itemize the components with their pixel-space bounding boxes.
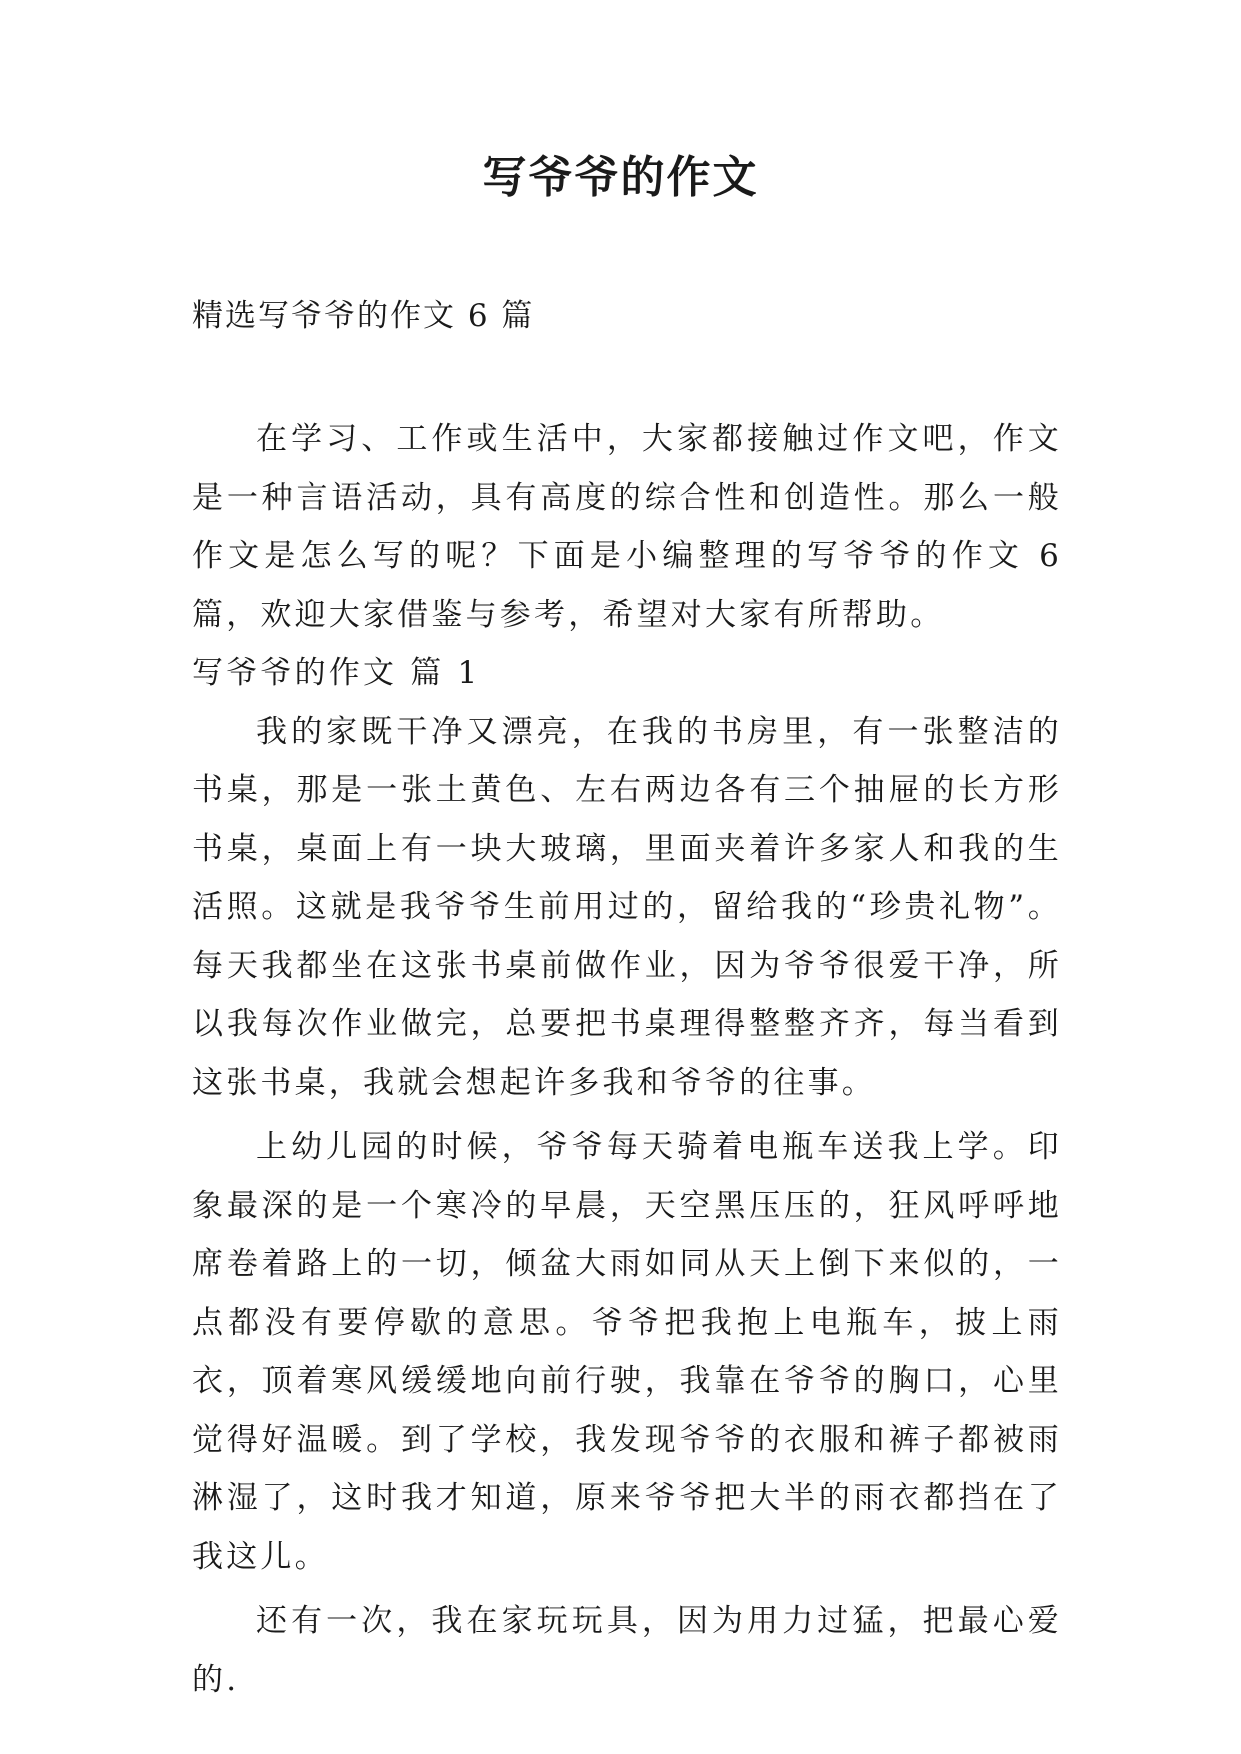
document-body (192, 410, 1062, 1709)
body-paragraph-1: 我的家既干净又漂亮，在我的书房里，有一张整洁的书桌，那是一张土黄色、左右两边各有三个抽屉的长方形书桌，桌面上有一块大玻璃，里面夹着许多家人和我的生活照。这就是我爷爷生前用过的，留给我的“珍贵礼物”。每天我都坐在这张书桌前做作业，因为爷爷很爱干净，所以我每次作业做完，总要把书桌理得整整齐齐，每当看到这张书桌，我就会想起许多我和爷爷的往事。 (192, 713, 1062, 1101)
document-subtitle: 精选写爷爷的作文 6 篇 (192, 298, 535, 334)
document-title: 写爷爷的作文 (482, 152, 759, 203)
section-heading: 写爷爷的作文 篇 1 (192, 655, 481, 691)
body-paragraph-3: 还有一次，我在家玩玩具，因为用力过猛，把最心爱的. (192, 1603, 1062, 1698)
body-paragraph-2: 上幼儿园的时候，爷爷每天骑着电瓶车送我上学。印象最深的是一个寒冷的早晨，天空黑压压的，狂风呼呼地席卷着路上的一切，倾盆大雨如同从天上倒下来似的，一点都没有要停歇的意思。爷爷把我抱上电瓶车，披上雨衣，顶着寒风缓缓地向前行驶，我靠在爷爷的胸口，心里觉得好温暖。到了学校，我发现爷爷的衣服和裤子都被雨淋湿了，这时我才知道，原来爷爷把大半的雨衣都挡在了我这儿。 (192, 1129, 1062, 1575)
intro-paragraph: 在学习、工作或生活中，大家都接触过作文吧，作文是一种言语活动，具有高度的综合性和创造性。那么一般作文是怎么写的呢？下面是小编整理的写爷爷的作文 6 篇，欢迎大家借鉴与参考，希望对大家有所帮助。 (192, 421, 1062, 633)
